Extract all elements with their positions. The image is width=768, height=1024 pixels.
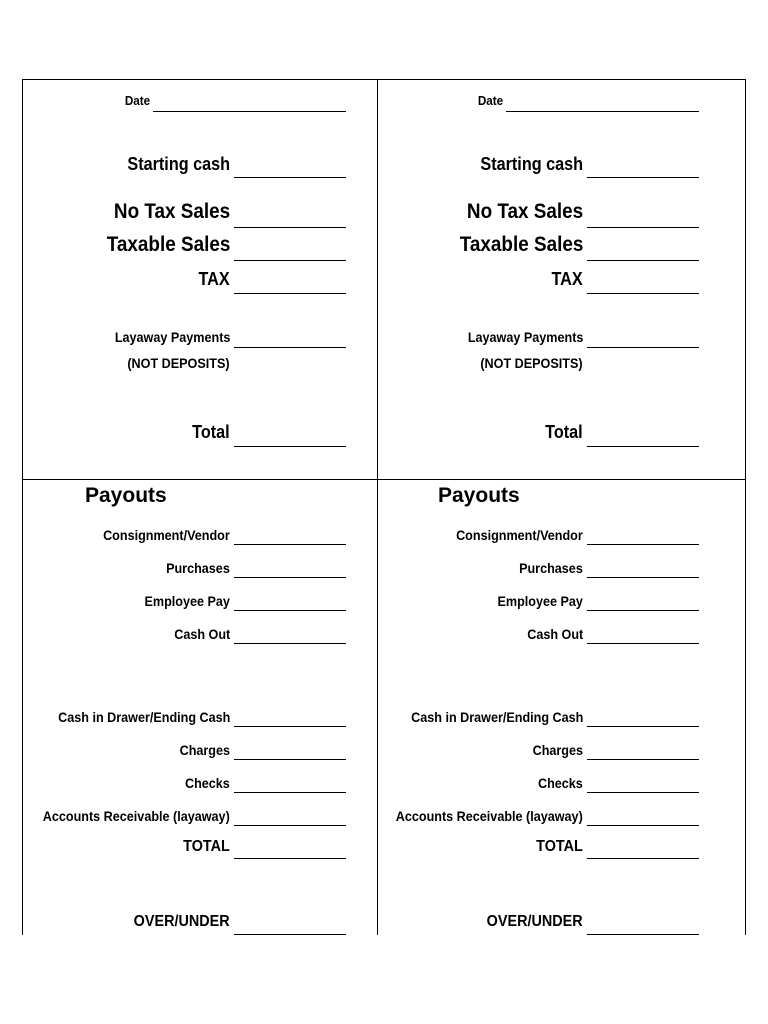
payout-total-label: TOTAL xyxy=(536,838,583,855)
charges-label: Charges xyxy=(532,742,583,758)
cash-in-drawer-field[interactable] xyxy=(587,726,699,727)
no-tax-sales-field[interactable] xyxy=(234,227,346,228)
total-label: Total xyxy=(192,422,230,442)
starting-cash-field[interactable] xyxy=(234,177,346,178)
tax-field[interactable] xyxy=(587,293,699,294)
no-tax-sales-field[interactable] xyxy=(587,227,699,228)
charges-label: Charges xyxy=(179,742,230,758)
starting-cash-label: Starting cash xyxy=(480,154,583,174)
taxable-sales-field[interactable] xyxy=(587,260,699,261)
consignment-vendor-label: Consignment/Vendor xyxy=(456,527,583,543)
over-under-field[interactable] xyxy=(234,934,346,935)
not-deposits-label: (NOT DEPOSITS) xyxy=(480,355,583,371)
checks-label: Checks xyxy=(538,775,583,791)
no-tax-sales-label: No Tax Sales xyxy=(113,200,230,223)
over-under-field[interactable] xyxy=(587,934,699,935)
tax-label: TAX xyxy=(551,269,583,289)
purchases-label: Purchases xyxy=(519,560,583,576)
date-label: Date xyxy=(124,93,150,108)
tax-field[interactable] xyxy=(234,293,346,294)
payout-total-field[interactable] xyxy=(587,858,699,859)
checks-field[interactable] xyxy=(587,792,699,793)
consignment-vendor-field[interactable] xyxy=(234,544,346,545)
employee-pay-field[interactable] xyxy=(234,610,346,611)
checks-field[interactable] xyxy=(234,792,346,793)
payouts-heading: Payouts xyxy=(438,484,520,507)
payout-total-field[interactable] xyxy=(234,858,346,859)
layaway-payments-label: Layaway Payments xyxy=(114,329,230,345)
charges-field[interactable] xyxy=(234,759,346,760)
cash-sheet-left xyxy=(0,0,370,1024)
employee-pay-label: Employee Pay xyxy=(497,593,583,609)
date-label: Date xyxy=(477,93,503,108)
over-under-label: OVER/UNDER xyxy=(133,913,230,930)
payouts-heading: Payouts xyxy=(85,484,167,507)
cash-in-drawer-field[interactable] xyxy=(234,726,346,727)
cash-out-label: Cash Out xyxy=(173,626,230,642)
employee-pay-field[interactable] xyxy=(587,610,699,611)
payout-total-label: TOTAL xyxy=(183,838,230,855)
cash-in-drawer-label: Cash in Drawer/Ending Cash xyxy=(410,709,583,725)
cash-out-field[interactable] xyxy=(587,643,699,644)
accounts-receivable-field[interactable] xyxy=(234,825,346,826)
not-deposits-label: (NOT DEPOSITS) xyxy=(127,355,230,371)
checks-label: Checks xyxy=(185,775,230,791)
cash-out-field[interactable] xyxy=(234,643,346,644)
cash-out-label: Cash Out xyxy=(526,626,583,642)
accounts-receivable-label: Accounts Receivable (layaway) xyxy=(43,808,230,824)
accounts-receivable-field[interactable] xyxy=(587,825,699,826)
charges-field[interactable] xyxy=(587,759,699,760)
over-under-label: OVER/UNDER xyxy=(486,913,583,930)
taxable-sales-label: Taxable Sales xyxy=(106,233,230,256)
consignment-vendor-label: Consignment/Vendor xyxy=(103,527,230,543)
total-field[interactable] xyxy=(587,446,699,447)
tax-label: TAX xyxy=(198,269,230,289)
starting-cash-label: Starting cash xyxy=(127,154,230,174)
starting-cash-field[interactable] xyxy=(587,177,699,178)
cash-sheet-right xyxy=(353,0,723,1024)
layaway-payments-field[interactable] xyxy=(234,347,346,348)
purchases-field[interactable] xyxy=(234,577,346,578)
consignment-vendor-field[interactable] xyxy=(587,544,699,545)
purchases-label: Purchases xyxy=(166,560,230,576)
total-label: Total xyxy=(545,422,583,442)
cash-in-drawer-label: Cash in Drawer/Ending Cash xyxy=(57,709,230,725)
purchases-field[interactable] xyxy=(587,577,699,578)
no-tax-sales-label: No Tax Sales xyxy=(466,200,583,223)
form-right-border xyxy=(745,79,746,935)
taxable-sales-label: Taxable Sales xyxy=(459,233,583,256)
layaway-payments-label: Layaway Payments xyxy=(467,329,583,345)
date-field[interactable] xyxy=(153,111,346,112)
layaway-payments-field[interactable] xyxy=(587,347,699,348)
date-field[interactable] xyxy=(506,111,699,112)
taxable-sales-field[interactable] xyxy=(234,260,346,261)
employee-pay-label: Employee Pay xyxy=(144,593,230,609)
total-field[interactable] xyxy=(234,446,346,447)
accounts-receivable-label: Accounts Receivable (layaway) xyxy=(396,808,583,824)
